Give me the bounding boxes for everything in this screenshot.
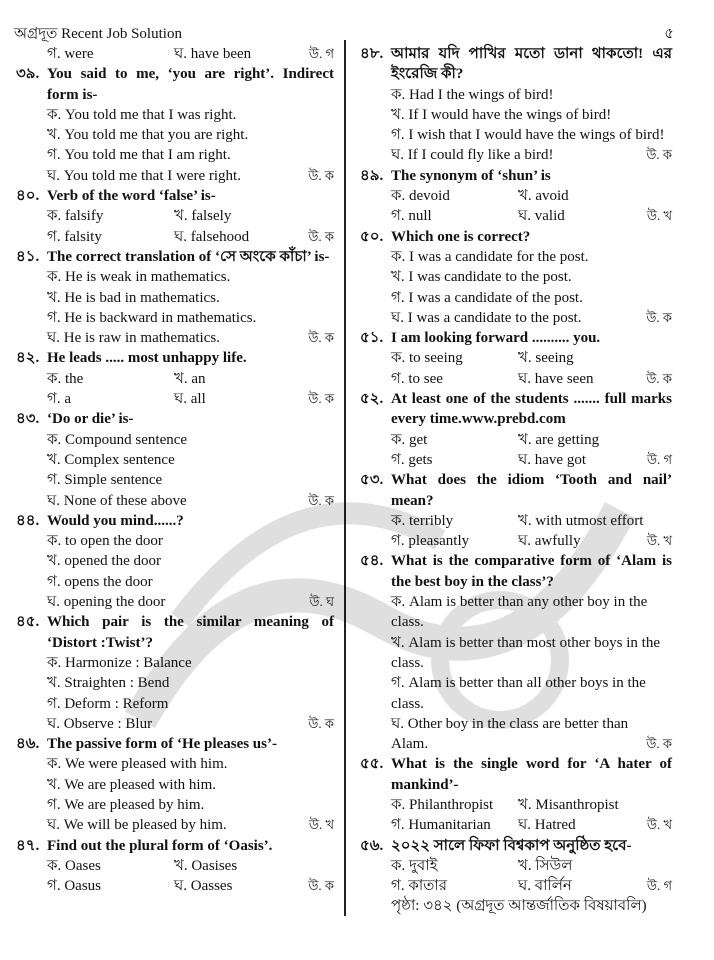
answer-option: ঘ. We will be pleased by him. উ. খ: [16, 815, 334, 835]
answer-option-pair: [360, 531, 672, 551]
question-number: ৪৪.: [16, 512, 40, 529]
question-text: Which pair is the similar meaning of ‘Distort :Twist’?: [47, 614, 334, 651]
question-text: At least one of the students ....... full marks every time.www.prebd.com: [391, 391, 672, 428]
question-text: What is the comparative form of ‘Alam is the best boy in the class’?: [391, 553, 672, 590]
question-text: The synonym of ‘shun’ is: [391, 167, 551, 184]
answer-key: উ. খ: [308, 817, 334, 833]
question-number: ৫২.: [360, 391, 384, 408]
source-watermark-text: www.prebd.com: [461, 411, 566, 428]
answer-option: গ. I was a candidate of the post.: [391, 289, 583, 306]
question-number: ৫৪.: [360, 553, 384, 570]
answer-option-pair: [16, 44, 334, 64]
question-text: You said to me, ‘you are right’. Indirect form is-: [47, 66, 334, 103]
answer-option: খ. Straighten : Bend: [47, 675, 170, 692]
question-stem: [16, 348, 334, 368]
question-number: ৪০.: [16, 188, 40, 205]
answer-option: গ. a: [47, 391, 71, 408]
answer-option: গ. pleasantly: [391, 533, 470, 550]
answer-option-pair: [360, 450, 672, 470]
question-number: ৪৫.: [16, 614, 40, 631]
answer-key: উ. ক: [308, 878, 334, 894]
question-stem: [360, 551, 672, 592]
answer-key: উ. ঘ: [309, 594, 334, 610]
answer-option: গ. null: [391, 208, 432, 225]
question-text: ‘Do or die’ is-: [47, 411, 134, 428]
answer-key: উ. ক: [308, 228, 334, 244]
answer-key: উ. ক: [308, 715, 334, 731]
answer-option: খ. সিউল: [518, 857, 573, 874]
question-stem: [16, 734, 334, 754]
answer-option: গ. He is backward in mathematics.: [47, 309, 257, 326]
question-number: ৩৯.: [16, 66, 40, 83]
answer-option-pair: [360, 815, 672, 835]
question-stem: [360, 44, 672, 85]
answer-option-pair: [360, 186, 672, 206]
question-stem: [16, 612, 334, 653]
answer-key: উ. ক: [308, 330, 334, 346]
answer-option: ঘ. I was a candidate to the post. উ. ক: [360, 308, 672, 328]
answer-option: খ. Misanthropist: [518, 796, 619, 813]
answer-option: খ. with utmost effort: [518, 512, 644, 529]
question-number: ৫০.: [360, 228, 384, 245]
question-text: Would you mind......?: [47, 512, 184, 529]
header-title: অগ্রদূত Recent Job Solution: [14, 26, 182, 42]
question-text: Verb of the word ‘false’ is-: [47, 188, 216, 205]
answer-option: খ. falsely: [174, 208, 232, 225]
answer-option: ঘ. Hatred: [518, 817, 576, 834]
answer-option: ক. falsify: [47, 208, 104, 225]
answer-option: ক. Oases: [47, 857, 101, 874]
answer-key: উ. গ: [308, 46, 334, 61]
answer-option: ক. get: [391, 431, 428, 448]
answer-option: গ. gets: [391, 451, 433, 468]
answer-option: ঘ. বার্লিন: [518, 878, 572, 895]
question-text: Find out the plural form of ‘Oasis’.: [47, 837, 273, 854]
answer-option: ঘ. have got: [518, 451, 586, 468]
answer-option: গ. falsity: [47, 228, 102, 245]
answer-key: উ. গ: [646, 451, 672, 467]
answer-option: গ. Alam is better than all other boys in the class.: [391, 675, 646, 712]
question-stem: [360, 836, 672, 856]
question-text: আমার যদি পাখির মতো ডানা থাকতো! এর ইংরেজি কী?: [391, 46, 672, 83]
answer-option: ঘ. If I could fly like a bird! উ. ক: [360, 145, 672, 165]
question-stem: [16, 836, 334, 856]
answer-option: ঘ. have been: [174, 46, 252, 62]
answer-option: ক. to seeing: [391, 350, 463, 367]
answer-option: খ. If I would have the wings of bird!: [391, 106, 612, 123]
answer-option: গ. were: [47, 46, 94, 62]
answer-option-pair: [360, 430, 672, 450]
question-stem: [360, 389, 672, 430]
answer-option: ক. Compound sentence: [47, 431, 188, 448]
question-stem: [360, 470, 672, 511]
question-stem: [360, 328, 672, 348]
answer-option: খ. an: [174, 370, 206, 387]
answer-option: ক. Had I the wings of bird!: [391, 86, 554, 103]
answer-option: খ. He is bad in mathematics.: [47, 289, 220, 306]
answer-option: খ. avoid: [518, 188, 569, 205]
answer-option: ক. Philanthropist: [391, 796, 494, 813]
answer-option: গ. You told me that I am right.: [47, 147, 231, 164]
answer-option: ক. I was a candidate for the post.: [391, 248, 589, 265]
question-text: He leads ..... most unhappy life.: [47, 350, 247, 367]
right-column: [360, 44, 672, 917]
answer-option-pair: [360, 856, 672, 876]
answer-option: গ. Humanitarian: [391, 817, 491, 834]
answer-key: উ. ক: [308, 167, 334, 183]
question-stem: [360, 166, 672, 186]
answer-option: ঘ. valid: [518, 208, 565, 225]
answer-option: ঘ. He is raw in mathematics. উ. ক: [16, 328, 334, 348]
answer-key: উ. গ: [646, 878, 672, 894]
answer-option: ঘ. You told me that I were right. উ. ক: [16, 166, 334, 186]
answer-option-pair: [360, 348, 672, 368]
question-number: ৫৩.: [360, 472, 384, 489]
answer-option: ঘ. None of these above উ. ক: [16, 491, 334, 511]
answer-option: খ. You told me that you are right.: [47, 127, 249, 144]
page-header: [0, 0, 714, 40]
question-stem: [360, 227, 672, 247]
answer-key: উ. ক: [646, 370, 672, 386]
answer-key: উ. ক: [308, 391, 334, 407]
question-number: ৫৬.: [360, 837, 384, 854]
question-number: ৪৩.: [16, 411, 40, 428]
answer-option: ঘ. Oasses: [174, 878, 233, 895]
question-stem: [16, 409, 334, 429]
answer-option: খ. are getting: [518, 431, 600, 448]
question-number: ৫১.: [360, 330, 384, 347]
question-text: ২০২২ সালে ফিফা বিশ্বকাপ অনুষ্ঠিত হবে-: [391, 837, 632, 854]
answer-option: ঘ. opening the door উ. ঘ: [16, 592, 334, 612]
question-text: The passive form of ‘He pleases us’-: [47, 736, 277, 753]
question-number: ৪২.: [16, 350, 40, 367]
answer-option: খ. Oasises: [174, 857, 238, 874]
answer-key: উ. খ: [646, 817, 672, 833]
answer-option: ঘ. all: [174, 391, 206, 408]
page-number: ৫: [664, 26, 674, 42]
answer-option-pair: [360, 876, 672, 896]
answer-option: ঘ. Observe : Blur উ. ক: [16, 714, 334, 734]
answer-option: ক. to open the door: [47, 533, 163, 550]
question-stem: [16, 511, 334, 531]
answer-key: উ. খ: [646, 533, 672, 549]
answer-option: খ. We are pleased with him.: [47, 776, 217, 793]
question-number: ৫৫.: [360, 756, 384, 773]
answer-option-pair: [360, 206, 672, 226]
answer-option: ক. Harmonize : Balance: [47, 654, 192, 671]
answer-option: ঘ. awfully: [518, 533, 581, 550]
answer-key: উ. ক: [646, 147, 672, 163]
answer-option: গ. Deform : Reform: [47, 695, 169, 712]
question-stem: [360, 754, 672, 795]
question-text: The correct translation of ‘সে অংকে কাঁচা’ is-: [47, 248, 330, 265]
question-text: What does the idiom ‘Tooth and nail’ mean?: [391, 472, 672, 509]
answer-option: গ. Simple sentence: [47, 472, 163, 489]
answer-option-pair: [16, 856, 334, 876]
answer-option-pair: [16, 876, 334, 896]
answer-key: উ. খ: [646, 208, 672, 224]
question-text: What is the single word for ‘A hater of mankind’-: [391, 756, 672, 793]
answer-option: খ. opened the door: [47, 553, 161, 570]
answer-option: গ. Oasus: [47, 878, 101, 895]
answer-option: ক. দুবাই: [391, 857, 438, 874]
answer-option: গ. We are pleased by him.: [47, 796, 205, 813]
question-number: ৪৮.: [360, 46, 384, 62]
answer-option-pair: [16, 389, 334, 409]
question-number: ৪১.: [16, 248, 40, 265]
answer-option: ঘ. have seen: [518, 370, 594, 387]
answer-option: ক. devoid: [391, 188, 450, 205]
question-text: I am looking forward .......... you.: [391, 330, 601, 347]
answer-option: খ. seeing: [518, 350, 574, 367]
answer-option: গ. to see: [391, 370, 443, 387]
answer-option: গ. I wish that I would have the wings of bird!: [391, 127, 665, 144]
answer-option: ক. He is weak in mathematics.: [47, 269, 231, 286]
question-number: ৪৭.: [16, 837, 40, 854]
question-stem: [16, 64, 334, 105]
column-divider: [344, 40, 346, 916]
answer-option-pair: [16, 369, 334, 389]
answer-key: উ. ক: [308, 492, 334, 508]
left-column: [16, 44, 334, 896]
question-stem: [16, 186, 334, 206]
answer-option-pair: [360, 795, 672, 815]
answer-option-pair: [360, 369, 672, 389]
answer-option: ক. We were pleased with him.: [47, 756, 228, 773]
answer-option: ঘ. falsehood: [174, 228, 250, 245]
answer-option: খ. Alam is better than most other boys in the class.: [391, 634, 660, 671]
answer-option: গ. opens the door: [47, 573, 153, 590]
question-stem: [16, 247, 334, 267]
answer-key: উ. ক: [646, 309, 672, 325]
answer-option-pair: [16, 227, 334, 247]
answer-option: গ. কাতার: [391, 878, 448, 895]
answer-option-pair: [16, 206, 334, 226]
answer-option: খ. Complex sentence: [47, 451, 175, 468]
answer-option: ক. Alam is better than any other boy in the class.: [391, 594, 648, 631]
question-text: Which one is correct?: [391, 228, 531, 245]
answer-option: ঘ. Other boy in the class are better than Alam. উ. ক: [360, 714, 672, 755]
question-number: ৪৯.: [360, 167, 384, 184]
answer-option: ক. You told me that I was right.: [47, 106, 237, 123]
answer-option: ক. terribly: [391, 512, 454, 529]
answer-option: খ. I was candidate to the post.: [391, 269, 572, 286]
answer-option-pair: [360, 511, 672, 531]
answer-option: পৃষ্ঠা: ৩৪২ (অগ্রদূত আন্তর্জাতিক বিষয়াবলি): [391, 898, 647, 915]
question-number: ৪৬.: [16, 736, 40, 753]
answer-key: উ. ক: [646, 736, 672, 752]
answer-option: ক. the: [47, 370, 84, 387]
